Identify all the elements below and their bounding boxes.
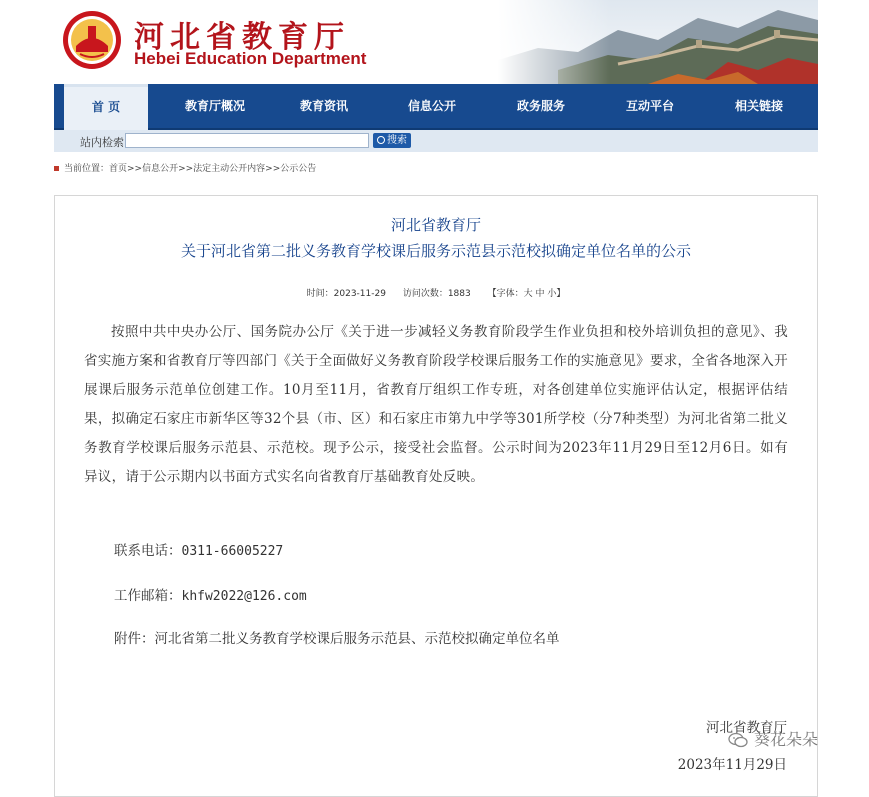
- attachment[interactable]: 附件：河北省第二批义务教育学校课后服务示范县、示范校拟确定单位名单: [114, 631, 560, 647]
- emblem-icon: [62, 10, 122, 70]
- search-button-label: 搜索: [387, 135, 407, 146]
- wechat-icon: [728, 732, 748, 748]
- search-input[interactable]: [125, 133, 369, 148]
- site-header: [54, 0, 818, 84]
- search-label: 站内检索: [80, 136, 124, 149]
- article-body: 按照中共中央办公厅、国务院办公厅《关于进一步减轻义务教育阶段学生作业负担和校外培训负担的意见》、我省实施方案和省教育厅等四部门《关于全面做好义务教育阶段学校课后服务工作的实施意见》要求，全省各地深入开展课后服务示范单位创建工作。10月至11月，省教育厅组织工作专班，对各创建单位实施评估认定，根据评估结果，拟确定石家庄市新华区等32个县（市、区）和石家庄市第九中学等301所学校（分7种类型）为河北省第二批义务教育学校课后服务示范县、示范校。现予公示，接受社会监督。公示时间为2023年11月29日至12月6日。如有异议，请于公示期内以书面方式实名向省教育厅基础教育处反映。: [84, 324, 788, 485]
- signature-date: 2023年11月29日: [677, 757, 787, 773]
- phone-label: 联系电话：: [114, 543, 182, 559]
- watermark: [728, 727, 818, 750]
- contact-phone: [114, 539, 283, 559]
- nav-interaction[interactable]: 互动平台: [625, 99, 674, 113]
- signature-org: 河北省教育厅: [706, 720, 787, 736]
- bullet-icon: [54, 166, 59, 171]
- search-icon: [377, 136, 385, 144]
- search-bar: [54, 130, 818, 152]
- article-title-org: 河北省教育厅: [390, 216, 481, 234]
- nav-info-disclosure[interactable]: 信息公开: [407, 99, 456, 113]
- email-address[interactable]: khfw2022@126.com: [181, 589, 307, 604]
- watermark-text: 葵花朵朵: [754, 730, 819, 749]
- great-wall-scenery: [498, 0, 818, 84]
- font-size-switch[interactable]: 【字体：大 中 小】: [487, 289, 566, 299]
- article-panel: [54, 195, 818, 797]
- nav-services[interactable]: 政务服务: [516, 99, 565, 113]
- site-title-cn: 河北省教育厅: [134, 20, 350, 55]
- article-views: 访问次数：1883: [402, 289, 471, 299]
- email-label: 工作邮箱：: [114, 588, 182, 604]
- phone-number: 0311-66005227: [181, 544, 284, 559]
- article-meta: [55, 286, 817, 299]
- nav-news[interactable]: 教育资讯: [299, 99, 348, 113]
- nav-overview[interactable]: 教育厅概况: [184, 99, 245, 113]
- breadcrumb: [54, 161, 316, 174]
- main-nav: [54, 84, 818, 130]
- nav-home[interactable]: 首 页: [64, 84, 148, 131]
- breadcrumb-text[interactable]: 当前位置：首页>>信息公开>>法定主动公开内容>>公示公告: [64, 164, 317, 174]
- article-date: 时间：2023-11-29: [306, 289, 386, 299]
- search-button[interactable]: [373, 133, 411, 148]
- site-title-en: Hebei Education Department: [134, 49, 367, 68]
- contact-email: [114, 584, 307, 604]
- article-title: 关于河北省第二批义务教育学校课后服务示范县示范校拟确定单位名单的公示: [180, 242, 691, 260]
- nav-links[interactable]: 相关链接: [734, 99, 783, 113]
